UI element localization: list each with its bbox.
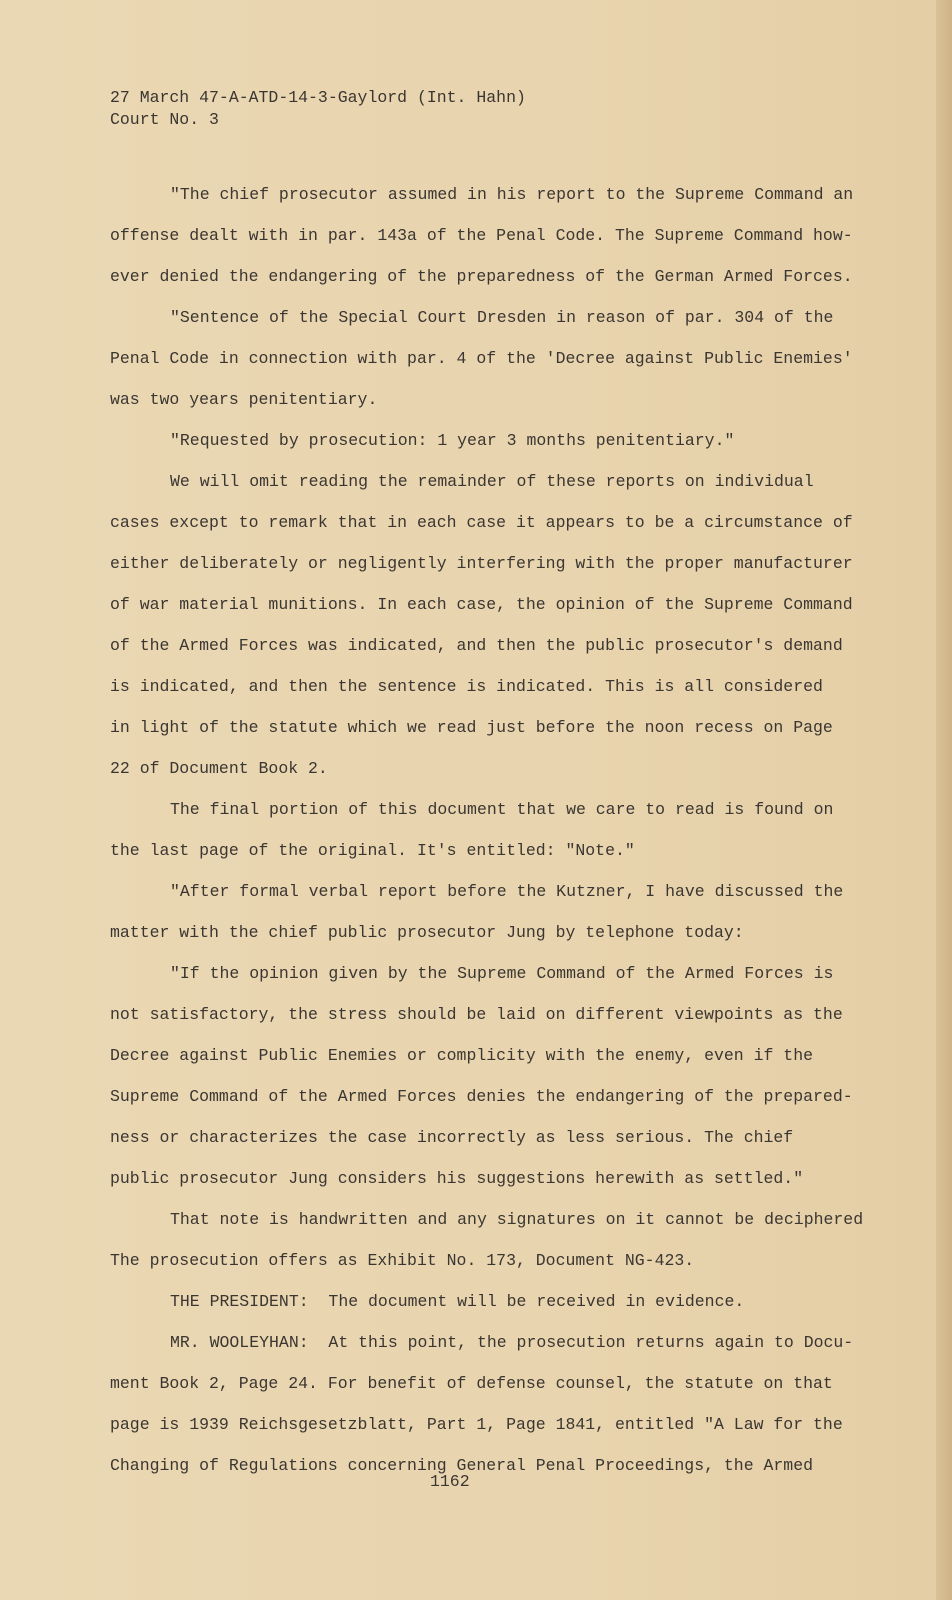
text-line: THE PRESIDENT: The document will be received in evidence. [170,1292,745,1311]
text-line: ever denied the endangering of the preparedness of the German Armed Forces. [110,267,853,286]
document-body [110,184,910,1496]
page-edge [936,0,952,1600]
text-line: matter with the chief public prosecutor Jung by telephone today: [110,923,744,942]
text-line: is indicated, and then the sentence is indicated. This is all considered [110,677,823,696]
text-line: "Sentence of the Special Court Dresden in reason of par. 304 of the [170,308,834,327]
text-line: the last page of the original. It's entitled: "Note." [110,841,635,860]
text-line: Decree against Public Enemies or complicity with the enemy, even if the [110,1046,814,1065]
header-reference: 27 March 47-A-ATD-14-3-Gaylord (Int. Hahn) [110,88,526,107]
text-line: Changing of Regulations concerning General Penal Proceedings, the Armed [110,1456,814,1475]
text-line: ness or characterizes the case incorrectly as less serious. The chief [110,1128,794,1147]
text-line: "After formal verbal report before the Kutzner, I have discussed the [170,882,844,901]
header-court: Court No. 3 [110,110,219,129]
text-line: public prosecutor Jung considers his suggestions herewith as settled." [110,1169,804,1188]
text-line: The prosecution offers as Exhibit No. 173, Document NG-423. [110,1251,695,1270]
text-line: Penal Code in connection with par. 4 of the 'Decree against Public Enemies' [110,349,853,368]
text-line: "The chief prosecutor assumed in his report to the Supreme Command an [170,185,854,204]
text-line: either deliberately or negligently interfering with the proper manufacturer [110,554,853,573]
text-line: Supreme Command of the Armed Forces denies the endangering of the prepared- [110,1087,853,1106]
text-line: of the Armed Forces was indicated, and then the public prosecutor's demand [110,636,843,655]
text-line: ment Book 2, Page 24. For benefit of defense counsel, the statute on that [110,1374,833,1393]
text-line: in light of the statute which we read just before the noon recess on Page [110,718,833,737]
text-line: was two years penitentiary. [110,390,378,409]
text-line: page is 1939 Reichsgesetzblatt, Part 1, Page 1841, entitled "A Law for the [110,1415,843,1434]
document-header [110,87,526,131]
text-line: The final portion of this document that we care to read is found on [170,800,834,819]
text-line: That note is handwritten and any signatures on it cannot be deciphered [170,1210,864,1229]
text-line: 22 of Document Book 2. [110,759,328,778]
text-line: not satisfactory, the stress should be laid on different viewpoints as the [110,1005,843,1024]
text-line: of war material munitions. In each case, the opinion of the Supreme Command [110,595,853,614]
text-line: We will omit reading the remainder of these reports on individual [170,472,814,491]
text-line: "Requested by prosecution: 1 year 3 months penitentiary." [170,431,735,450]
text-line: MR. WOOLEYHAN: At this point, the prosecution returns again to Docu- [170,1333,854,1352]
page-number: 1162 [430,1472,470,1491]
text-line: "If the opinion given by the Supreme Command of the Armed Forces is [170,964,834,983]
text-line: offense dealt with in par. 143a of the Penal Code. The Supreme Command how- [110,226,853,245]
text-line: cases except to remark that in each case it appears to be a circumstance of [110,513,853,532]
